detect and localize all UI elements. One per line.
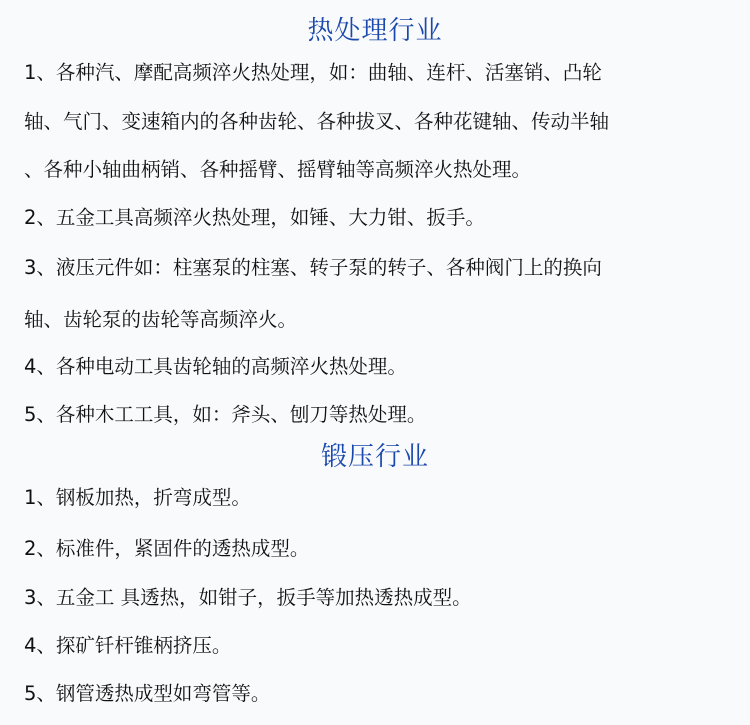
heat-treatment-line-1: 1、各种汽、摩配高频淬火热处理，如：曲轴、连杆、活塞销、凸轮 (24, 61, 602, 84)
heat-treatment-line-6: 轴、齿轮泵的齿轮等高频淬火。 (24, 308, 298, 331)
section-title-forging: 锻压行业 (320, 442, 429, 472)
forging-line-2: 2、标准件，紧固件的透热成型。 (24, 537, 310, 560)
heat-treatment-line-2: 轴、气门、变速箱内的各种齿轮、各种拔叉、各种花键轴、传动半轴 (24, 110, 610, 133)
forging-line-4: 4、探矿钎杆锥柄挤压。 (24, 634, 232, 657)
heat-treatment-line-4: 2、五金工具高频淬火热处理，如锤、大力钳、扳手。 (24, 206, 485, 229)
section-title-heat-treatment: 热处理行业 (307, 16, 443, 46)
forging-line-5: 5、钢管透热成型如弯管等。 (24, 682, 271, 705)
forging-line-3: 3、五金工 具透热，如钳子，扳手等加热透热成型。 (24, 586, 472, 609)
heat-treatment-line-3: 、各种小轴曲柄销、各种摇臂、摇臂轴等高频淬火热处理。 (24, 158, 532, 181)
heat-treatment-line-8: 5、各种木工工具，如：斧头、刨刀等热处理。 (24, 403, 427, 426)
forging-line-1: 1、钢板加热，折弯成型。 (24, 486, 251, 509)
heat-treatment-line-7: 4、各种电动工具齿轮轴的高频淬火热处理。 (24, 355, 407, 378)
heat-treatment-line-5: 3、液压元件如：柱塞泵的柱塞、转子泵的转子、各种阀门上的换向 (24, 256, 602, 279)
